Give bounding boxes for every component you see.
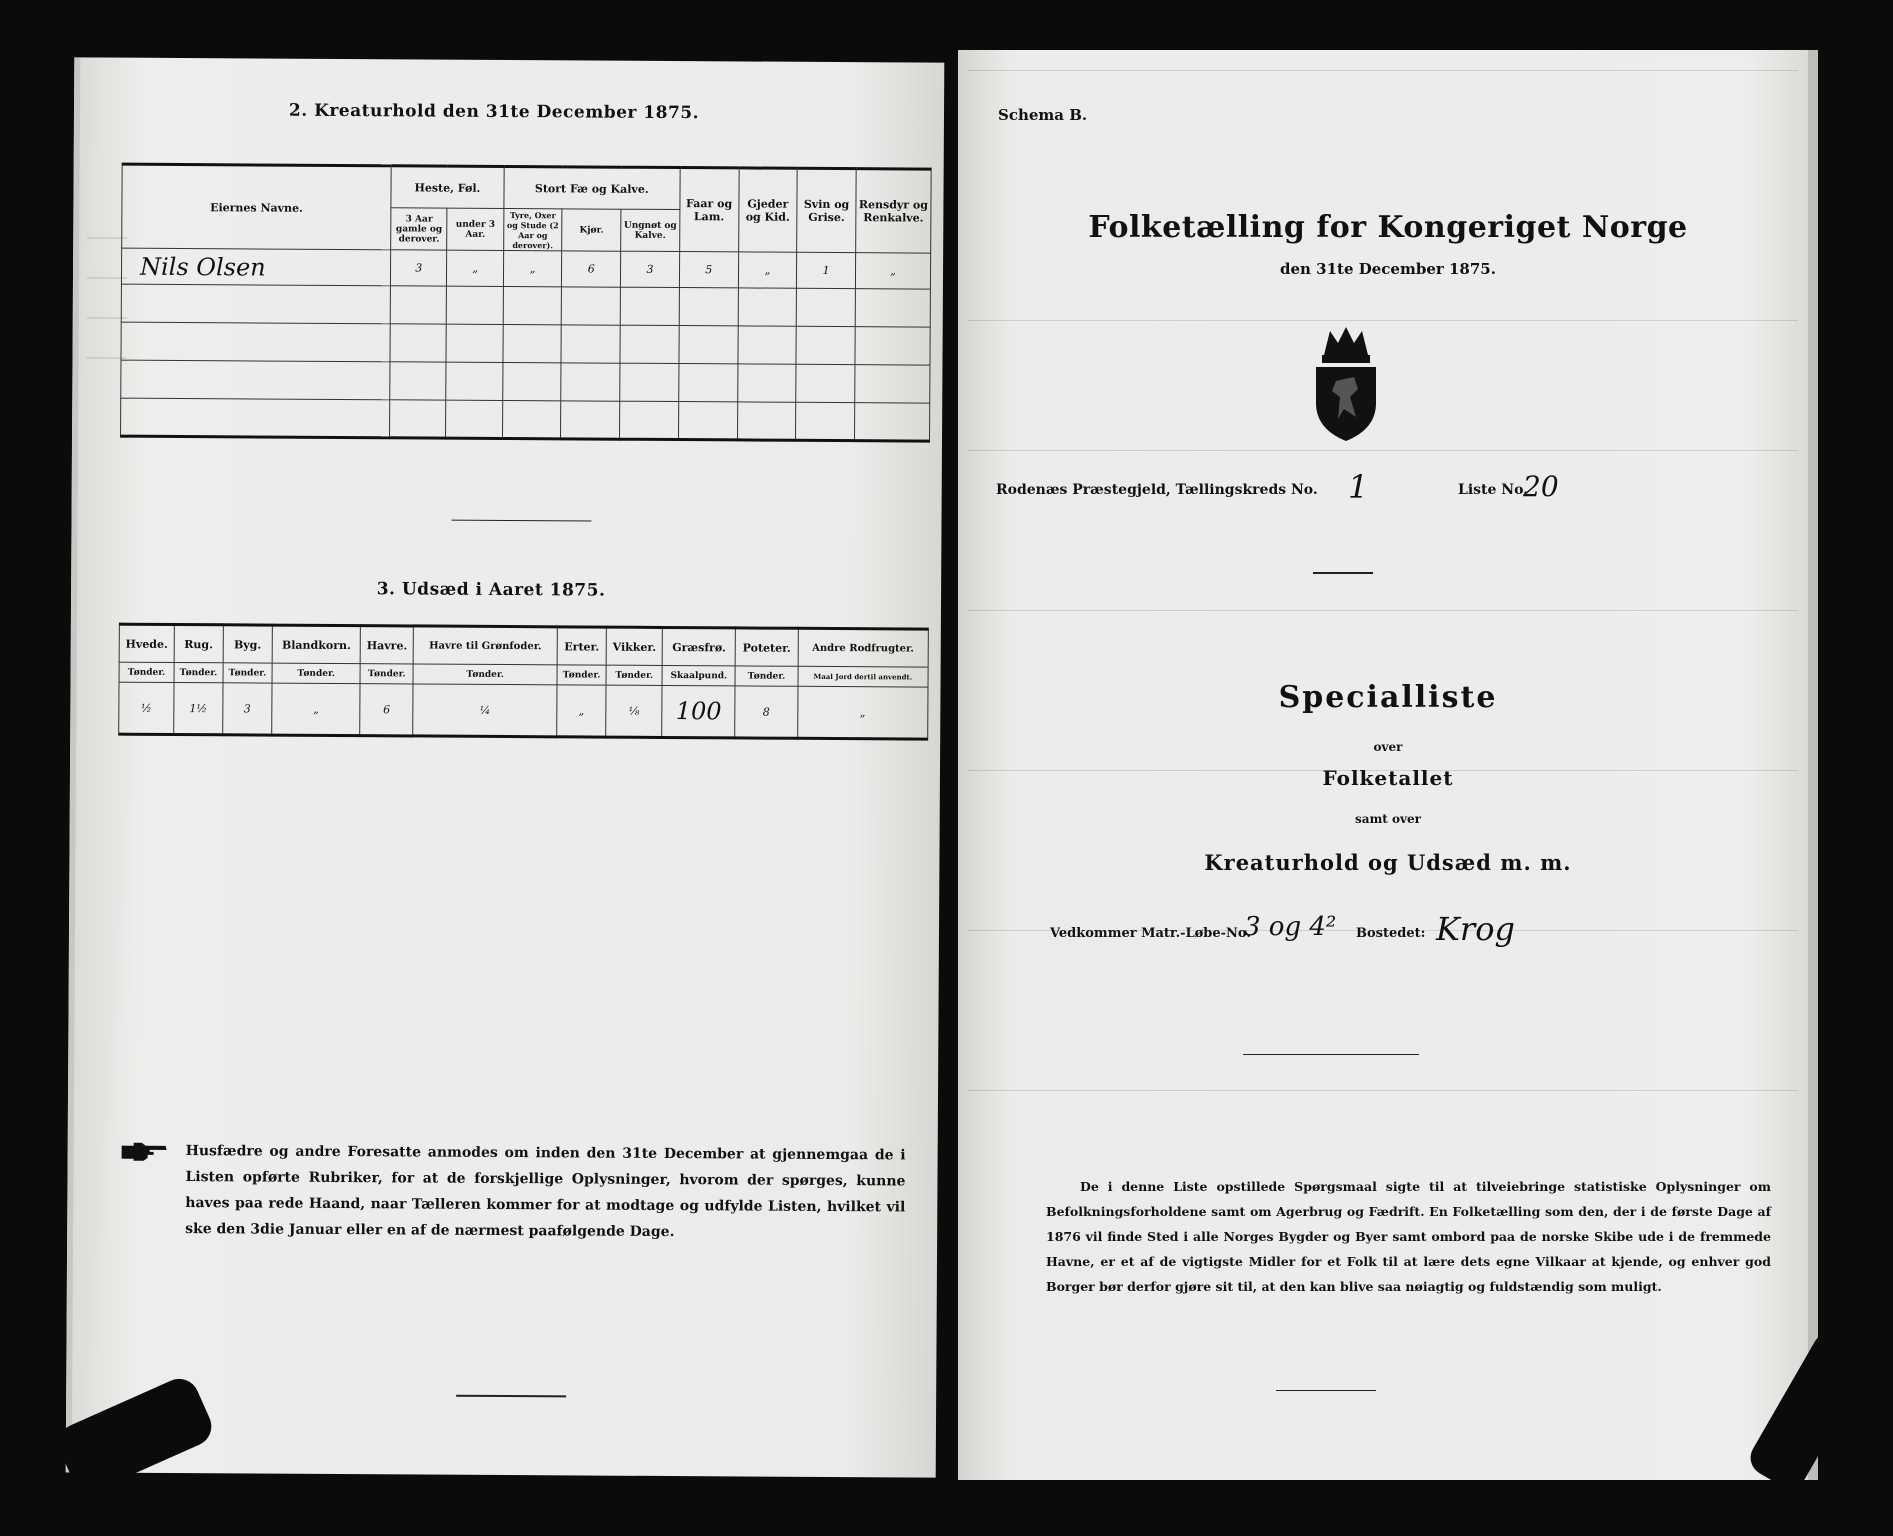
- seed-header: Havre.: [361, 626, 414, 664]
- list-label: Liste No.: [1458, 482, 1529, 498]
- bleed-line: [968, 70, 1798, 71]
- table-row: [121, 360, 930, 403]
- seed-value: 8: [735, 686, 798, 738]
- kreaturhold-text: Kreaturhold og Udsæd m. m.: [1204, 850, 1572, 875]
- cell-young-cattle: 3: [621, 251, 680, 287]
- table-row: [121, 322, 930, 365]
- samt-over-text: samt over: [1355, 812, 1421, 826]
- seed-unit: Tønder.: [360, 664, 413, 684]
- cell-reindeer: „: [855, 253, 930, 289]
- seed-unit: Tønder.: [606, 665, 662, 685]
- seed-header: Andre Rodfrugter.: [798, 628, 929, 667]
- young-cattle-header: Ungnøt og Kalve.: [621, 209, 680, 251]
- cows-header: Kjør.: [562, 209, 621, 251]
- seed-unit: Skaalpund.: [662, 665, 735, 685]
- seed-unit: Tønder.: [413, 664, 557, 685]
- divider: [1276, 1390, 1376, 1391]
- seed-value: ¼: [413, 684, 557, 737]
- left-page: [66, 57, 945, 1477]
- page-edge: [66, 57, 81, 1472]
- pointing-hand-icon: [120, 1140, 170, 1164]
- form-date: den 31te December 1875.: [1280, 260, 1496, 278]
- seed-unit: Tønder.: [557, 665, 606, 685]
- seed-unit: Tønder.: [223, 663, 272, 683]
- seed-value: 1½: [174, 682, 223, 734]
- bosted-value: Krog: [1436, 910, 1515, 948]
- form-title: Folketælling for Kongeriget Norge: [1088, 210, 1688, 245]
- table-row: [121, 284, 930, 327]
- seed-unit: Tønder.: [735, 666, 797, 686]
- over-text: over: [1373, 740, 1403, 754]
- seed-header: Hvede.: [119, 624, 174, 662]
- schema-label: Schema B.: [998, 106, 1088, 124]
- cell-cows: 6: [562, 251, 621, 287]
- bleed-line: [968, 1090, 1798, 1091]
- seed-header: Poteter.: [735, 628, 797, 666]
- cell-goats: „: [738, 252, 797, 288]
- seed-value: „: [797, 686, 928, 739]
- notice-text: Husfædre og andre Foresatte anmodes om inden den 31te December at gjennemgaa de i Listen opførte Rubriker, for at de forskjellige Oplysninger, hvorom der spørges, kunne haves paa rede Haand, naar Tælleren kommer for at modtage og udfylde Listen, hvilket vil ske den 3die Januar eller en af de nærmest paafølgende Dage.: [185, 1143, 906, 1241]
- seed-unit: Tønder.: [272, 663, 361, 684]
- seed-header: Byg.: [223, 625, 272, 663]
- seed-header: Blandkorn.: [272, 625, 361, 664]
- horses-old-header: 3 Aar gamle og derover.: [391, 208, 448, 250]
- parish-label: Rodenæs Præstegjeld, Tællingskreds No.: [996, 482, 1318, 498]
- divider: [456, 1395, 566, 1398]
- divider: [1243, 1054, 1419, 1055]
- bulls-header: Tyre, Oxer og Stude (2 Aar og derover).: [503, 208, 562, 250]
- section3-title: 3. Udsæd i Aaret 1875.: [376, 579, 606, 601]
- seed-value: 6: [360, 684, 413, 736]
- divider: [1313, 572, 1373, 574]
- seed-header: Græsfrø.: [662, 627, 735, 665]
- seed-value: ⅛: [606, 685, 663, 737]
- cell-horses-old: 3: [391, 250, 447, 286]
- seed-value: „: [272, 683, 361, 736]
- seed-value: ½: [119, 682, 174, 734]
- goats-header: Gjeder og Kid.: [738, 168, 797, 252]
- seed-unit: Tønder.: [174, 662, 223, 682]
- livestock-table: [120, 163, 932, 443]
- sheep-header: Faar og Lam.: [679, 168, 738, 252]
- seed-header: Erter.: [557, 627, 606, 665]
- list-number: 20: [1523, 470, 1559, 503]
- owner-name: Nils Olsen: [121, 248, 390, 286]
- matr-number: 3 og 4²: [1244, 912, 1337, 942]
- bleed-line: [968, 450, 1798, 451]
- seed-header: Vikker.: [606, 627, 663, 665]
- cell-pigs: 1: [797, 252, 856, 288]
- seed-table: [118, 623, 929, 741]
- seed-unit: Maal Jord dertil anvendt.: [798, 666, 929, 687]
- bleed-line: [968, 320, 1798, 321]
- seed-value-row: [119, 682, 928, 739]
- cell-sheep: 5: [679, 252, 738, 288]
- cattle-header: Stort Fæ og Kalve.: [504, 166, 680, 209]
- reindeer-header: Rensdyr og Renkalve.: [856, 169, 932, 253]
- seed-value: 100: [662, 685, 735, 737]
- seed-header: Havre til Grønfoder.: [413, 626, 557, 665]
- matr-label: Vedkommer Matr.-Løbe-No.: [1050, 926, 1251, 941]
- cell-horses-young: „: [447, 250, 503, 286]
- bosted-label: Bostedet:: [1356, 926, 1426, 941]
- seed-value: „: [557, 685, 606, 737]
- horses-header: Heste, Føl.: [391, 166, 504, 209]
- seed-header-row: [119, 624, 928, 667]
- table-row: [121, 248, 930, 289]
- divider: [452, 520, 592, 522]
- seed-header: Rug.: [174, 624, 223, 662]
- section2-title: 2. Kreaturhold den 31te December 1875.: [288, 100, 700, 124]
- right-page: [958, 50, 1818, 1480]
- cell-bulls: „: [503, 250, 562, 286]
- pigs-header: Svin og Grise.: [797, 168, 856, 252]
- owner-header: Eiernes Navne.: [122, 164, 392, 250]
- specialliste-title: Specialliste: [1278, 680, 1498, 715]
- district-number: 1: [1348, 468, 1369, 506]
- footer-text: De i denne Liste opstillede Spørgsmaal sigte til at tilveiebringe statistiske Oplysninger om Befolkningsforholdene samt om Agerbrug og Fædrift. En Folketælling som den, der i de første Dage af 1876 vil finde Sted i alle Norges Bygder og Byer samt ombord paa de norske Skibe ude i de fremmede Havne, er et af de vigtigste Midler for et Folk til at lære dets egne Vilkaar at kjende, og enhver god Borger bør derfor gjøre sit til, at den kan blive saa nøiagtig og fuldstændig som muligt.: [1046, 1179, 1771, 1294]
- bleed-line: [968, 610, 1798, 611]
- seed-unit: Tønder.: [119, 662, 174, 682]
- horses-young-header: under 3 Aar.: [447, 208, 504, 250]
- folketallet-text: Folketallet: [1322, 766, 1454, 790]
- table-row: [121, 398, 930, 441]
- coat-of-arms-icon: [1304, 325, 1388, 445]
- seed-value: 3: [223, 683, 272, 735]
